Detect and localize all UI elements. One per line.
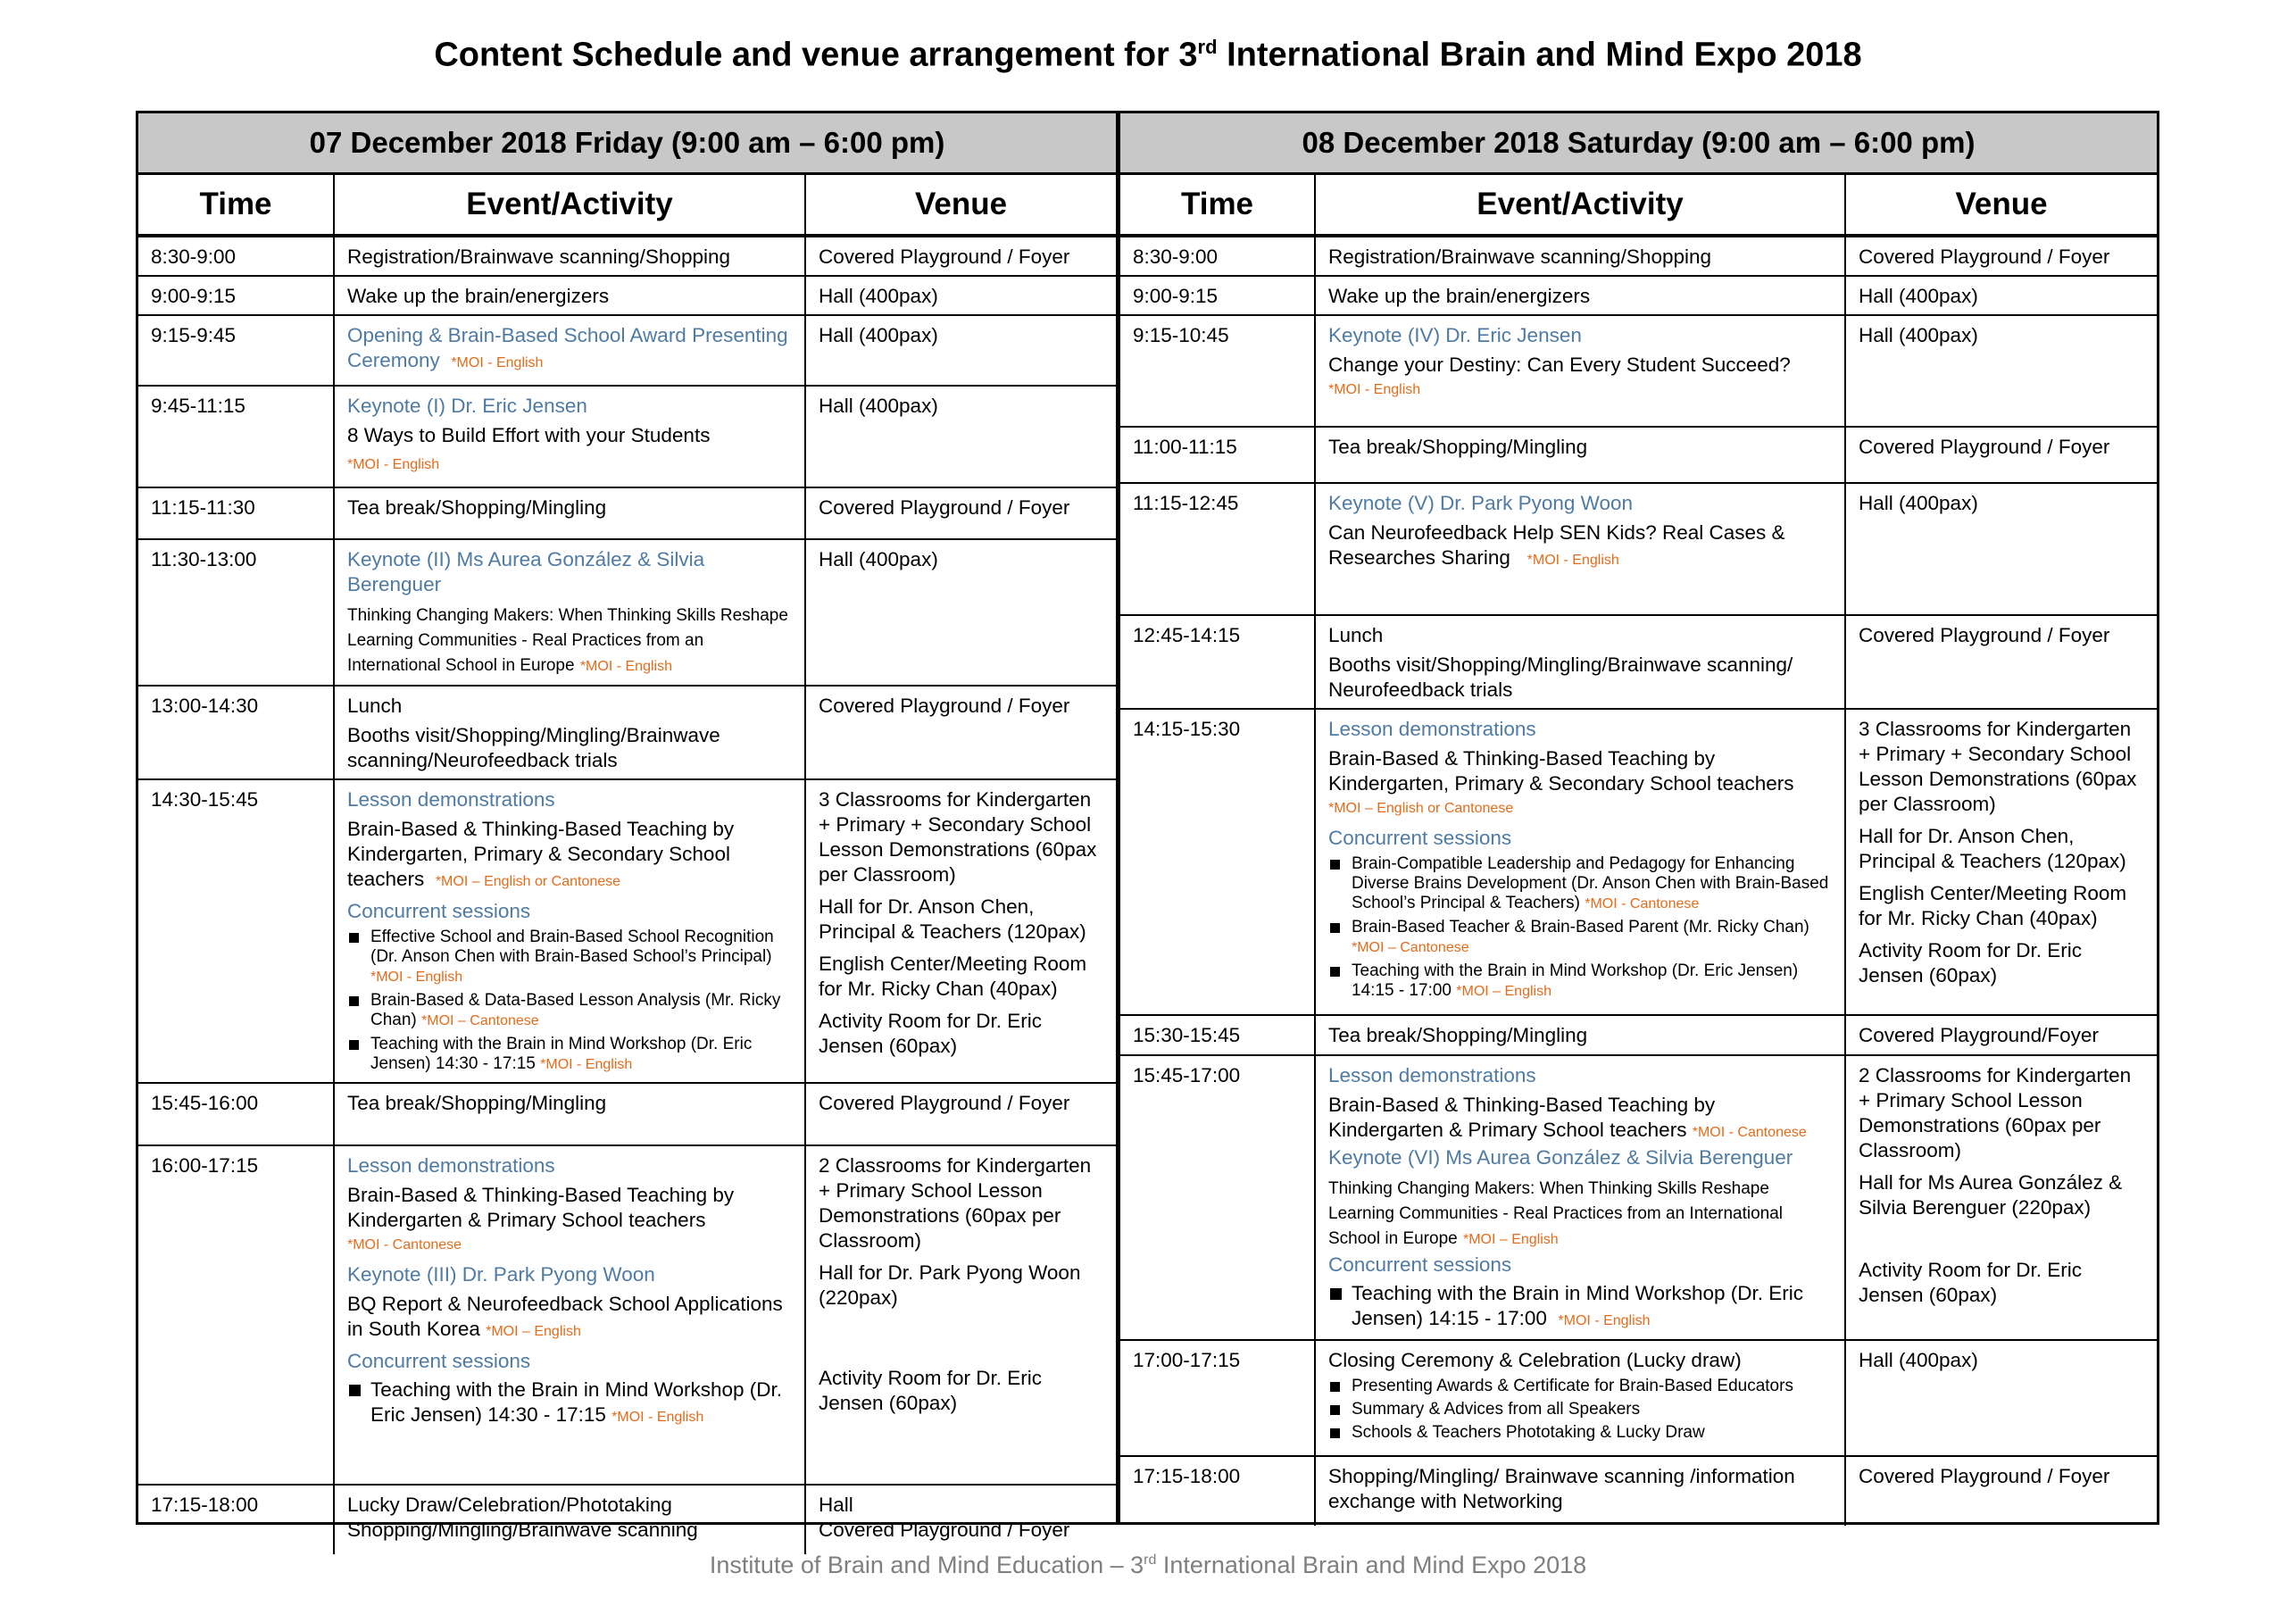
bullet-square-icon [349,1385,361,1396]
venue-cell: Hall (400pax) [805,315,1116,386]
venue-cell: Hall (400pax) [805,539,1116,686]
table-row [138,236,1116,276]
time-cell: 9:15-9:45 [138,315,334,386]
bullet-square-icon [349,1040,359,1050]
lunch-activities: Booths visit/Shopping/Mingling/Brainwave scanning/Neurofeedback trials [347,724,720,771]
venue-item: 2 Classrooms for Kindergarten + Primary School Lesson Demonstrations (60pax per Classroom) [1859,1064,2132,1161]
event-cell [1315,1055,1845,1340]
lesson-demo-heading: Lesson demonstrations [347,1154,555,1177]
venue-cell: Covered Playground / Foyer [805,487,1116,539]
event-cell: Shopping/Mingling/ Brainwave scanning /information exchange with Networking [1315,1456,1845,1526]
keynote-topic: Can Neurofeedback Help SEN Kids? Real Cases & Researches Sharing [1328,521,1785,569]
table-row [138,386,1116,487]
day1-table [138,175,1116,1554]
lesson-demo-text: Brain-Based & Thinking-Based Teaching by Kindergarten, Primary & Secondary School teachers [1328,747,1794,795]
table-row [138,1145,1116,1485]
list-item: Schools & Teachers Phototaking & Lucky Draw [1328,1423,1832,1443]
keynote-topic: BQ Report & Neurofeedback School Applications in South Korea [347,1293,783,1340]
venue-cell: Covered Playground/Foyer [1845,1015,2157,1055]
list-item: Teaching with the Brain in Mind Workshop (Dr. Eric Jensen) 14:15 - 17:00 *MOI - English [1328,1281,1832,1334]
time-cell: 11:00-11:15 [1120,427,1315,483]
venue-item: Activity Room for Dr. Eric Jensen (60pax) [1859,939,2083,986]
lesson-demo-heading: Lesson demonstrations [1328,718,1536,740]
event-cell [334,386,805,487]
bullet-square-icon [1330,923,1340,933]
event-cell [1315,709,1845,1015]
time-cell: 11:30-13:00 [138,539,334,686]
time-cell: 17:15-18:00 [138,1485,334,1554]
concurrent-heading: Concurrent sessions [347,900,531,922]
event-cell [1315,315,1845,427]
venue-cell: Hall (400pax) [805,386,1116,487]
table-row [1120,276,2157,315]
event-cell [1315,615,1845,709]
time-cell: 9:00-9:15 [138,276,334,315]
venue-cell: Hall (400pax) [805,276,1116,315]
table-row [138,315,1116,386]
lesson-demo-text: Brain-Based & Thinking-Based Teaching by Kindergarten & Primary School teachers [1328,1094,1716,1141]
table-row [1120,315,2157,427]
venue-cell: Covered Playground / Foyer [1845,1456,2157,1526]
table-row [138,487,1116,539]
venue-item: Hall for Ms Aurea González & Silvia Berenguer (220pax) [1859,1171,2123,1219]
venue-cell [805,779,1116,1083]
venue-cell: Covered Playground / Foyer [1859,246,2110,268]
venue-cell: Hall Covered Playground / Foyer [805,1485,1116,1554]
time-cell: 15:30-15:45 [1120,1015,1315,1055]
lunch-label: Lunch [347,695,403,717]
list-item: Effective School and Brain-Based School Recognition (Dr. Anson Chen with Brain-Based School’s Principal) *MOI - English [347,928,792,987]
moi-note: *MOI - Cantonese [1692,1125,1807,1140]
venue-item: Hall for Dr. Anson Chen, Principal & Teachers (120pax) [1859,825,2126,872]
time-cell: 15:45-16:00 [138,1083,334,1145]
venue-item: English Center/Meeting Room for Mr. Ricky Chan (40pax) [1859,882,2127,929]
time-cell: 14:15-15:30 [1120,709,1315,1015]
venue-item: 3 Classrooms for Kindergarten + Primary + Secondary School Lesson Demonstrations (60pax per Classroom) [819,788,1097,886]
venue-item: Hall for Dr. Park Pyong Woon (220pax) [819,1261,1081,1309]
keynote-topic: Thinking Changing Makers: When Thinking Skills Reshape Learning Communities - Real Practices from an International School in Europe [1328,1179,1784,1248]
venue-item: 2 Classrooms for Kindergarten + Primary School Lesson Demonstrations (60pax per Classroom) [819,1154,1092,1252]
event-cell: Wake up the brain/energizers [334,276,805,315]
time-cell: 11:15-11:30 [138,487,334,539]
list-item: Brain-Based Teacher & Brain-Based Parent (Mr. Ricky Chan) *MOI – Cantonese [1328,918,1832,958]
venue-cell: Covered Playground / Foyer [1845,615,2157,709]
event-cell: Tea break/Shopping/Mingling [334,487,805,539]
event-cell: Wake up the brain/energizers [1315,276,1845,315]
moi-note: *MOI - English [1527,553,1619,568]
table-row [138,779,1116,1083]
venue-cell [1845,1055,2157,1340]
closing-ceremony: Closing Ceremony & Celebration (Lucky draw) [1328,1349,1742,1371]
time-cell: 11:15-12:45 [1120,483,1315,615]
bullet-square-icon [1330,1428,1340,1438]
time-header: Time [138,175,334,236]
venue-cell: Covered Playground / Foyer [805,1083,1116,1145]
keynote-topic: Thinking Changing Makers: When Thinking Skills Reshape Learning Communities - Real Practices from an International School in Europe [347,606,788,675]
time-cell: 12:45-14:15 [1120,615,1315,709]
bullet-square-icon [1330,1382,1340,1392]
concurrent-heading: Concurrent sessions [1328,1253,1512,1276]
venue-cell: Hall (400pax) [1845,483,2157,615]
time-cell: 15:45-17:00 [1120,1055,1315,1340]
list-item: Teaching with the Brain in Mind Workshop (Dr. Eric Jensen) 14:30 - 17:15 *MOI - English [347,1377,792,1430]
lesson-demo-text: Brain-Based & Thinking-Based Teaching by Kindergarten, Primary & Secondary School teachers [347,818,735,890]
venue-cell [1845,709,2157,1015]
concurrent-heading: Concurrent sessions [347,1350,531,1372]
event-cell: Tea break/Shopping/Mingling [1315,427,1845,483]
time-cell: 16:00-17:15 [138,1145,334,1485]
table-row [138,1083,1116,1145]
table-row [138,686,1116,779]
bullet-square-icon [1330,860,1340,870]
table-row [1120,236,2157,276]
event-cell [334,686,805,779]
moi-note: *MOI – English or Cantonese [1328,801,1514,816]
table-row [1120,1055,2157,1340]
venue-item: Activity Room for Dr. Eric Jensen (60pax) [819,1010,1043,1057]
lunch-activities: Booths visit/Shopping/Mingling/Brainwave scanning/ Neurofeedback trials [1328,653,1793,701]
time-cell: 9:15-10:45 [1120,315,1315,427]
lesson-demo-heading: Lesson demonstrations [347,788,555,811]
venue-cell: Covered Playground / Foyer [1845,427,2157,483]
concurrent-heading: Concurrent sessions [1328,827,1512,849]
event-cell: Registration/Brainwave scanning/Shopping [1315,236,1845,276]
table-row [138,1485,1116,1554]
moi-note: *MOI - English [347,457,440,472]
venue-cell: Hall (400pax) [1845,1340,2157,1456]
event-cell [334,539,805,686]
table-row [1120,483,2157,615]
event-cell [1315,483,1845,615]
event-cell [334,779,805,1083]
venue-header: Venue [1845,175,2157,236]
day2-heading: 08 December 2018 Saturday (9:00 am – 6:00 pm) [1120,113,2157,175]
venue-header: Venue [805,175,1116,236]
keynote-title: Keynote (V) Dr. Park Pyong Woon [1328,492,1633,514]
event-cell: Lucky Draw/Celebration/Phototaking Shopping/Mingling/Brainwave scanning [334,1485,805,1554]
venue-cell: Hall (400pax) [1845,315,2157,427]
bullet-square-icon [349,996,359,1006]
table-row [138,276,1116,315]
time-cell: 17:00-17:15 [1120,1340,1315,1456]
keynote-topic: Change your Destiny: Can Every Student Succeed? [1328,354,1791,376]
page-footer: Institute of Brain and Mind Education – 3rd International Brain and Mind Expo 2018 [709,1552,1587,1578]
time-cell: 8:30-9:00 [1120,236,1315,276]
table-row [1120,709,2157,1015]
keynote-title: Keynote (II) Ms Aurea González & Silvia Berenguer [347,548,705,595]
table-row [1120,1340,2157,1456]
keynote-topic: 8 Ways to Build Effort with your Students [347,424,711,446]
list-item: Brain-Compatible Leadership and Pedagogy for Enhancing Diverse Brains Development (Dr. Anson Chen with Brain-Based School’s Principal & Teachers) *MOI - Cantonese [1328,854,1832,914]
table-row [1120,427,2157,483]
bullet-square-icon [349,933,359,943]
list-item: Teaching with the Brain in Mind Workshop (Dr. Eric Jensen) 14:30 - 17:15 *MOI - English [347,1035,792,1075]
event-header: Event/Activity [334,175,805,236]
list-item: Summary & Advices from all Speakers [1328,1400,1832,1419]
keynote-title: Keynote (III) Dr. Park Pyong Woon [347,1263,655,1286]
day2-table [1120,175,2157,1526]
venue-item: English Center/Meeting Room for Mr. Ricky Chan (40pax) [819,953,1087,1000]
moi-note: *MOI - Cantonese [347,1237,462,1253]
keynote-title: Keynote (IV) Dr. Eric Jensen [1328,324,1582,346]
lunch-label: Lunch [1328,624,1384,646]
event-cell: Registration/Brainwave scanning/Shopping [334,236,805,276]
moi-note: *MOI – English or Cantonese [435,874,621,889]
table-row [1120,1456,2157,1526]
table-row [138,539,1116,686]
venue-item: Activity Room for Dr. Eric Jensen (60pax) [1859,1259,2083,1306]
list-item: Teaching with the Brain in Mind Workshop (Dr. Eric Jensen) 14:15 - 17:00 *MOI – English [1328,961,1832,1002]
time-cell: 9:00-9:15 [1120,276,1315,315]
moi-note: *MOI - English [451,355,544,370]
day1-schedule [136,111,1119,1541]
venue-cell: Covered Playground / Foyer [805,686,1116,779]
table-row [1120,615,2157,709]
venue-item: 3 Classrooms for Kindergarten + Primary + Secondary School Lesson Demonstrations (60pax per Classroom) [1859,718,2137,815]
page-title: Content Schedule and venue arrangement for 3rd International Brain and Mind Expo 2018 [434,36,1862,74]
day1-heading: 07 December 2018 Friday (9:00 am – 6:00 pm) [138,113,1116,175]
time-cell: 8:30-9:00 [138,236,334,276]
venue-cell: Covered Playground / Foyer [819,246,1070,268]
bullet-square-icon [1330,1405,1340,1415]
event-header: Event/Activity [1315,175,1845,236]
time-cell: 17:15-18:00 [1120,1456,1315,1526]
venue-cell: Hall (400pax) [1845,276,2157,315]
event-cell [1315,1340,1845,1456]
day2-schedule [1118,111,2159,1525]
time-cell: 9:45-11:15 [138,386,334,487]
keynote-title: Keynote (I) Dr. Eric Jensen [347,395,587,417]
list-item: Brain-Based & Data-Based Lesson Analysis (Mr. Ricky Chan) *MOI – Cantonese [347,991,792,1031]
time-cell: 13:00-14:30 [138,686,334,779]
moi-note: *MOI - English [1328,382,1421,397]
table-row [1120,1015,2157,1055]
keynote-title: Keynote (VI) Ms Aurea González & Silvia Berenguer [1328,1146,1793,1169]
moi-note: *MOI – English [486,1324,581,1339]
event-cell: Tea break/Shopping/Mingling [1315,1015,1845,1055]
venue-item: Activity Room for Dr. Eric Jensen (60pax) [819,1367,1043,1414]
time-header: Time [1120,175,1315,236]
moi-note: *MOI – English [1462,1232,1559,1247]
venue-cell [805,1145,1116,1485]
list-item: Presenting Awards & Certificate for Brain-Based Educators [1328,1377,1832,1396]
event-cell: Tea break/Shopping/Mingling [334,1083,805,1145]
lesson-demo-text: Brain-Based & Thinking-Based Teaching by Kindergarten & Primary School teachers [347,1184,735,1231]
venue-item: Hall for Dr. Anson Chen, Principal & Teachers (120pax) [819,895,1086,943]
time-cell: 14:30-15:45 [138,779,334,1083]
event-cell [334,1145,805,1485]
event-cell [334,315,805,386]
event-highlight: Opening & Brain-Based School Award Presenting Ceremony [347,324,788,371]
bullet-square-icon [1330,967,1340,977]
moi-note: *MOI - English [579,659,672,674]
lesson-demo-heading: Lesson demonstrations [1328,1064,1536,1086]
bullet-square-icon [1330,1288,1342,1300]
